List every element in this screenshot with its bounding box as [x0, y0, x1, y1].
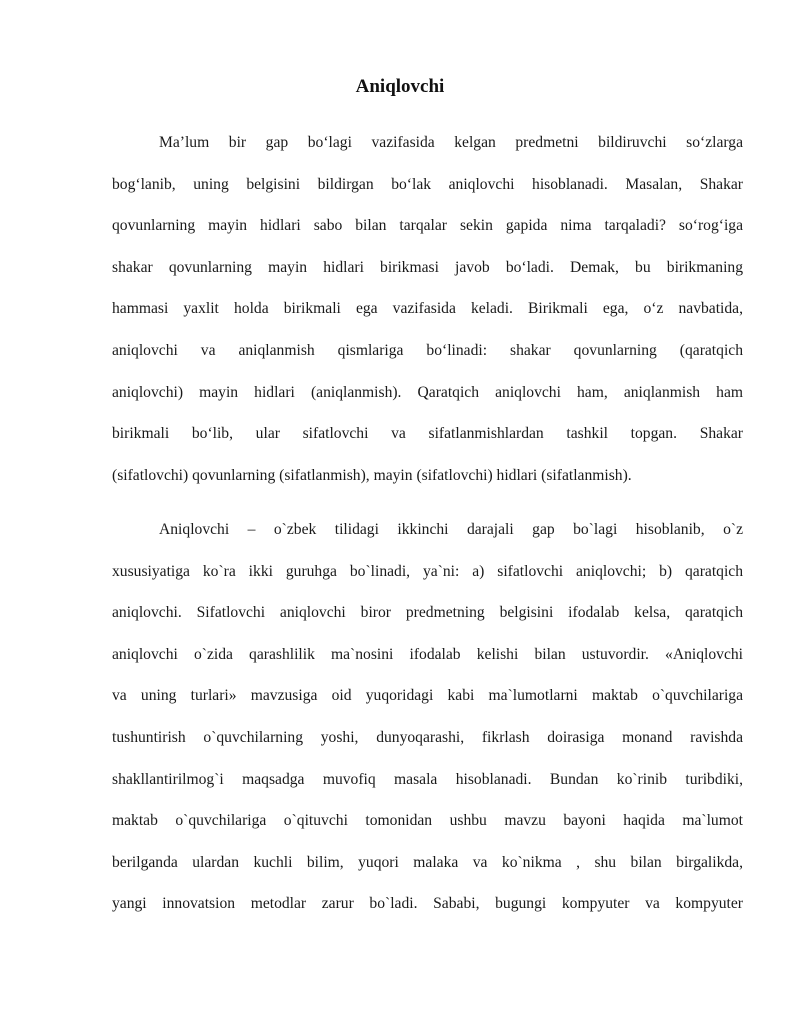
text-line: xususiyatiga ko`ra ikki guruhga bo`linadi, ya`ni: a) sifatlovchi aniqlovchi; b) qaratqich [112, 562, 743, 580]
text-line: yangi innovatsion metodlar zarur bo`ladi. Sababi, bugungi kompyuter va kompyuter [112, 895, 743, 913]
paragraph-1 [112, 130, 743, 504]
text-line: shakar qovunlarning mayin hidlari birikmasi javob bo‘ladi. Demak, bu birikmaning [112, 258, 743, 276]
text-line: aniqlovchi. Sifatlovchi aniqlovchi biror predmetning belgisini ifodalab kelsa, qaratqich [112, 604, 743, 622]
text-line: bog‘lanib, uning belgisini bildirgan bo‘lak aniqlovchi hisoblanadi. Masalan, Shakar [112, 175, 743, 193]
text-line: aniqlovchi va aniqlanmish qismlariga bo‘linadi: shakar qovunlarning (qaratqich [112, 341, 743, 359]
text-line: shakllantirilmog`i maqsadga muvofiq masala hisoblanadi. Bundan ko`rinib turibdiki, [112, 770, 743, 788]
text-line: maktab o`quvchilariga o`qituvchi tomonidan ushbu mavzu bayoni haqida ma`lumot [112, 812, 743, 830]
text-line: berilganda ulardan kuchli bilim, yuqori malaka va ko`nikma , shu bilan birgalikda, [112, 853, 743, 871]
page-title: Aniqlovchi [355, 76, 445, 97]
text-line: (sifatlovchi) qovunlarning (sifatlanmish), mayin (sifatlovchi) hidlari (sifatlanmish). [112, 466, 632, 484]
text-line: aniqlovchi o`zida qarashlilik ma`nosini ifodalab kelishi bilan ustuvordir. «Aniqlovchi [112, 645, 743, 663]
text-line: qovunlarning mayin hidlari sabo bilan tarqalar sekin gapida nima tarqaladi? so‘rog‘iga [112, 217, 743, 235]
paragraph-2 [112, 517, 743, 933]
text-line: Ma’lum bir gap bo‘lagi vazifasida kelgan predmetni bildiruvchi so‘zlarga [159, 134, 743, 151]
text-line: Aniqlovchi – o`zbek tilidagi ikkinchi darajali gap bo`lagi hisoblanib, o`z [159, 521, 743, 538]
text-line: tushuntirish o`quvchilarning yoshi, dunyoqarashi, fikrlash doirasiga monand ravishda [112, 728, 743, 746]
text-line: aniqlovchi) mayin hidlari (aniqlanmish). Qaratqich aniqlovchi ham, aniqlanmish ham [112, 383, 743, 401]
text-line: hammasi yaxlit holda birikmali ega vazifasida keladi. Birikmali ega, o‘z navbatida, [112, 300, 743, 318]
text-line: va uning turlari» mavzusiga oid yuqoridagi kabi ma`lumotlarni maktab o`quvchilariga [112, 687, 743, 705]
text-line: birikmali bo‘lib, ular sifatlovchi va sifatlanmishlardan tashkil topgan. Shakar [112, 425, 743, 443]
